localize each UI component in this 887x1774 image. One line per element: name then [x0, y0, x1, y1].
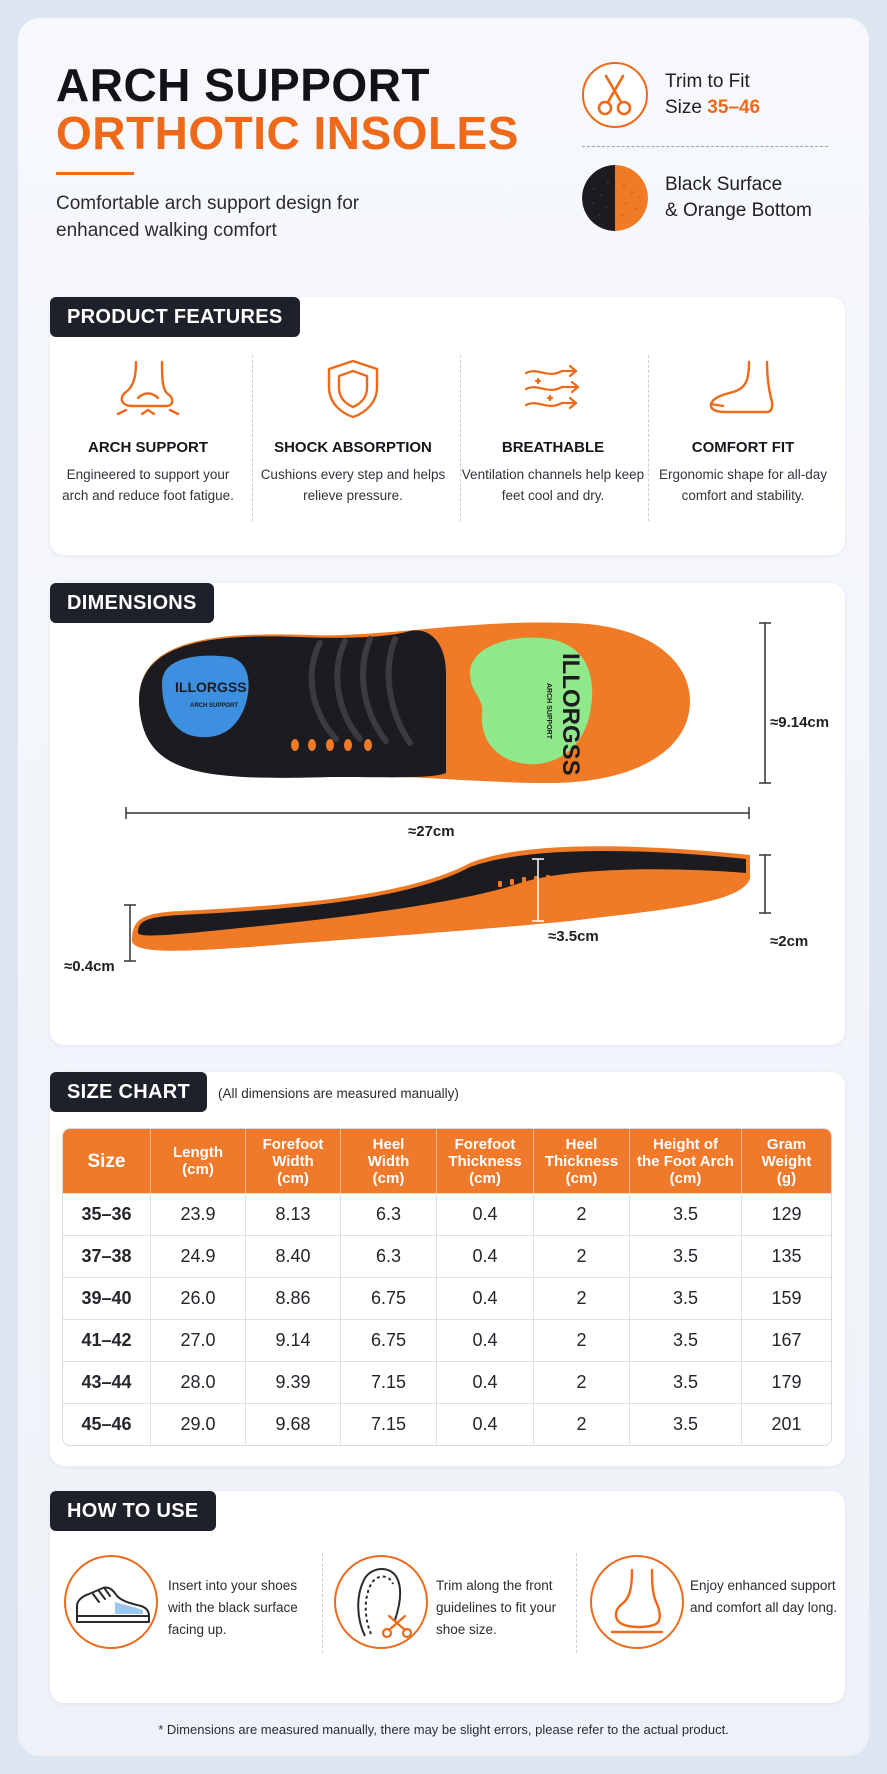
table-cell: 0.4: [437, 1361, 534, 1403]
table-cell: 8.40: [246, 1235, 341, 1277]
color-swatch-icon: [582, 165, 648, 231]
feature-title: BREATHABLE: [501, 439, 605, 456]
feature-text: Ventilation channels help keep feet cool and dry.: [461, 467, 645, 503]
size-cell: 37–38: [63, 1235, 151, 1277]
column-header: Heel Width (cm): [341, 1129, 437, 1193]
dimensions-heading: DIMENSIONS: [50, 583, 214, 623]
trim-badge-text: [665, 69, 760, 121]
table-cell: 7.15: [341, 1361, 437, 1403]
table-row: [63, 1403, 831, 1445]
table-cell: 6.75: [341, 1277, 437, 1319]
title-line-2: ORTHOTIC INSOLES: [56, 107, 519, 159]
feature-text: Ergonomic shape for all-day comfort and stability.: [658, 467, 828, 503]
table-cell: 28.0: [151, 1361, 246, 1403]
step-divider: [576, 1553, 577, 1653]
table-cell: 179: [742, 1361, 831, 1403]
heel-thickness-label: ≈0.4cm: [64, 958, 115, 975]
color-badge-line1: Black Surface: [665, 174, 783, 195]
table-cell: 3.5: [630, 1235, 742, 1277]
feature-title: COMFORT FIT: [691, 439, 795, 456]
size-cell: 39–40: [63, 1277, 151, 1319]
dimensions-card: [50, 583, 845, 1045]
sneaker-icon: [64, 1555, 158, 1649]
size-cell: 43–44: [63, 1361, 151, 1403]
table-cell: 6.3: [341, 1235, 437, 1277]
size-table-header: [63, 1129, 831, 1193]
fore-brand-text: ILLORGSS: [557, 653, 584, 776]
size-chart-note: (All dimensions are measured manually): [218, 1086, 459, 1101]
table-cell: 6.3: [341, 1193, 437, 1235]
step-text: Trim along the front guidelines to fit your shoe size.: [436, 1578, 557, 1637]
step-divider: [322, 1553, 323, 1653]
column-header: Forefoot Thickness (cm): [437, 1129, 534, 1193]
table-row: [63, 1235, 831, 1277]
table-cell: 26.0: [151, 1277, 246, 1319]
table-cell: 2: [534, 1277, 630, 1319]
table-cell: 3.5: [630, 1361, 742, 1403]
feature-text: Cushions every step and helps relieve pressure.: [260, 467, 446, 503]
size-chart-heading: SIZE CHART: [50, 1072, 207, 1112]
feature-comfort-fit: [648, 353, 838, 506]
table-row: [63, 1361, 831, 1403]
feature-title: ARCH SUPPORT: [87, 439, 208, 456]
how-to-use-card: [50, 1491, 845, 1703]
features-heading: PRODUCT FEATURES: [50, 297, 300, 337]
table-cell: 9.14: [246, 1319, 341, 1361]
table-cell: 2: [534, 1193, 630, 1235]
table-cell: 9.68: [246, 1403, 341, 1445]
table-cell: 2: [534, 1319, 630, 1361]
footnote: * Dimensions are measured manually, there may be slight errors, please refer to the actual product.: [158, 1722, 729, 1737]
table-cell: 3.5: [630, 1319, 742, 1361]
color-badge-text: [665, 172, 812, 224]
foot-comfort-icon: [590, 1555, 684, 1649]
fore-brand-sub: ARCH SUPPORT: [545, 683, 552, 740]
trim-insole-icon: [334, 1555, 428, 1649]
title-line-1: ARCH SUPPORT: [56, 59, 431, 111]
table-cell: 129: [742, 1193, 831, 1235]
table-cell: 7.15: [341, 1403, 437, 1445]
table-cell: 8.86: [246, 1277, 341, 1319]
table-cell: 135: [742, 1235, 831, 1277]
table-cell: 8.13: [246, 1193, 341, 1235]
table-cell: 159: [742, 1277, 831, 1319]
table-cell: 24.9: [151, 1235, 246, 1277]
foot-icon: [648, 353, 838, 425]
size-range: 35–46: [707, 97, 761, 118]
trim-badge-line2: [665, 95, 760, 121]
table-cell: 0.4: [437, 1277, 534, 1319]
badge-divider: [582, 146, 828, 147]
table-cell: 3.5: [630, 1277, 742, 1319]
shield-icon: [258, 353, 448, 425]
feature-divider: [252, 355, 253, 521]
table-row: [63, 1277, 831, 1319]
column-header: Height of the Foot Arch (cm): [630, 1129, 742, 1193]
scissors-icon: [582, 62, 648, 128]
table-row: [63, 1319, 831, 1361]
feature-title: SHOCK ABSORPTION: [274, 439, 432, 456]
size-table-body: [63, 1193, 831, 1445]
table-cell: 167: [742, 1319, 831, 1361]
size-cell: 41–42: [63, 1319, 151, 1361]
step-text: Enjoy enhanced support and comfort all day long.: [690, 1578, 838, 1615]
table-cell: 2: [534, 1235, 630, 1277]
table-cell: 0.4: [437, 1319, 534, 1361]
title-underline: [56, 172, 134, 175]
size-chart-card: [50, 1072, 845, 1466]
feature-text: Engineered to support your arch and reduce foot fatigue.: [62, 467, 234, 503]
table-cell: 23.9: [151, 1193, 246, 1235]
column-header: Gram Weight (g): [742, 1129, 831, 1193]
table-row: [63, 1193, 831, 1235]
size-prefix: Size: [665, 97, 708, 118]
table-cell: 6.75: [341, 1319, 437, 1361]
feature-shock-absorption: [258, 353, 448, 506]
table-cell: 2: [534, 1361, 630, 1403]
heel-brand-sub: ARCH SUPPORT: [190, 703, 239, 709]
feature-breathable: [458, 353, 648, 506]
length-label: ≈27cm: [408, 823, 455, 840]
heel-cup-label: ≈2cm: [770, 933, 809, 950]
size-cell: 45–46: [63, 1403, 151, 1445]
table-cell: 0.4: [437, 1403, 534, 1445]
foot-arch-icon: [53, 353, 243, 425]
table-cell: 0.4: [437, 1235, 534, 1277]
width-label: ≈9.14cm: [770, 714, 830, 731]
column-header: Forefoot Width (cm): [246, 1129, 341, 1193]
table-cell: 0.4: [437, 1193, 534, 1235]
column-header: Heel Thickness (cm): [534, 1129, 630, 1193]
table-cell: 9.39: [246, 1361, 341, 1403]
step-text: Insert into your shoes with the black surface facing up.: [168, 1578, 298, 1637]
table-cell: 201: [742, 1403, 831, 1445]
table-cell: 3.5: [630, 1403, 742, 1445]
table-cell: 29.0: [151, 1403, 246, 1445]
airflow-icon: [458, 353, 648, 425]
arch-height-label: ≈3.5cm: [548, 928, 599, 945]
heel-brand-text: ILLORGSS: [175, 679, 247, 695]
insole-illustration: [50, 583, 845, 1045]
column-header: Length (cm): [151, 1129, 246, 1193]
size-table: [62, 1128, 832, 1446]
feature-arch-support: [53, 353, 243, 506]
how-to-use-heading: HOW TO USE: [50, 1491, 216, 1531]
features-card: [50, 297, 845, 555]
table-cell: 2: [534, 1403, 630, 1445]
trim-badge-line1: Trim to Fit: [665, 71, 750, 92]
table-cell: 27.0: [151, 1319, 246, 1361]
table-cell: 3.5: [630, 1193, 742, 1235]
color-badge-line2: & Orange Bottom: [665, 200, 812, 221]
subtitle: Comfortable arch support design for enhanced walking comfort: [56, 193, 360, 241]
column-header: Size: [63, 1129, 151, 1193]
size-cell: 35–36: [63, 1193, 151, 1235]
